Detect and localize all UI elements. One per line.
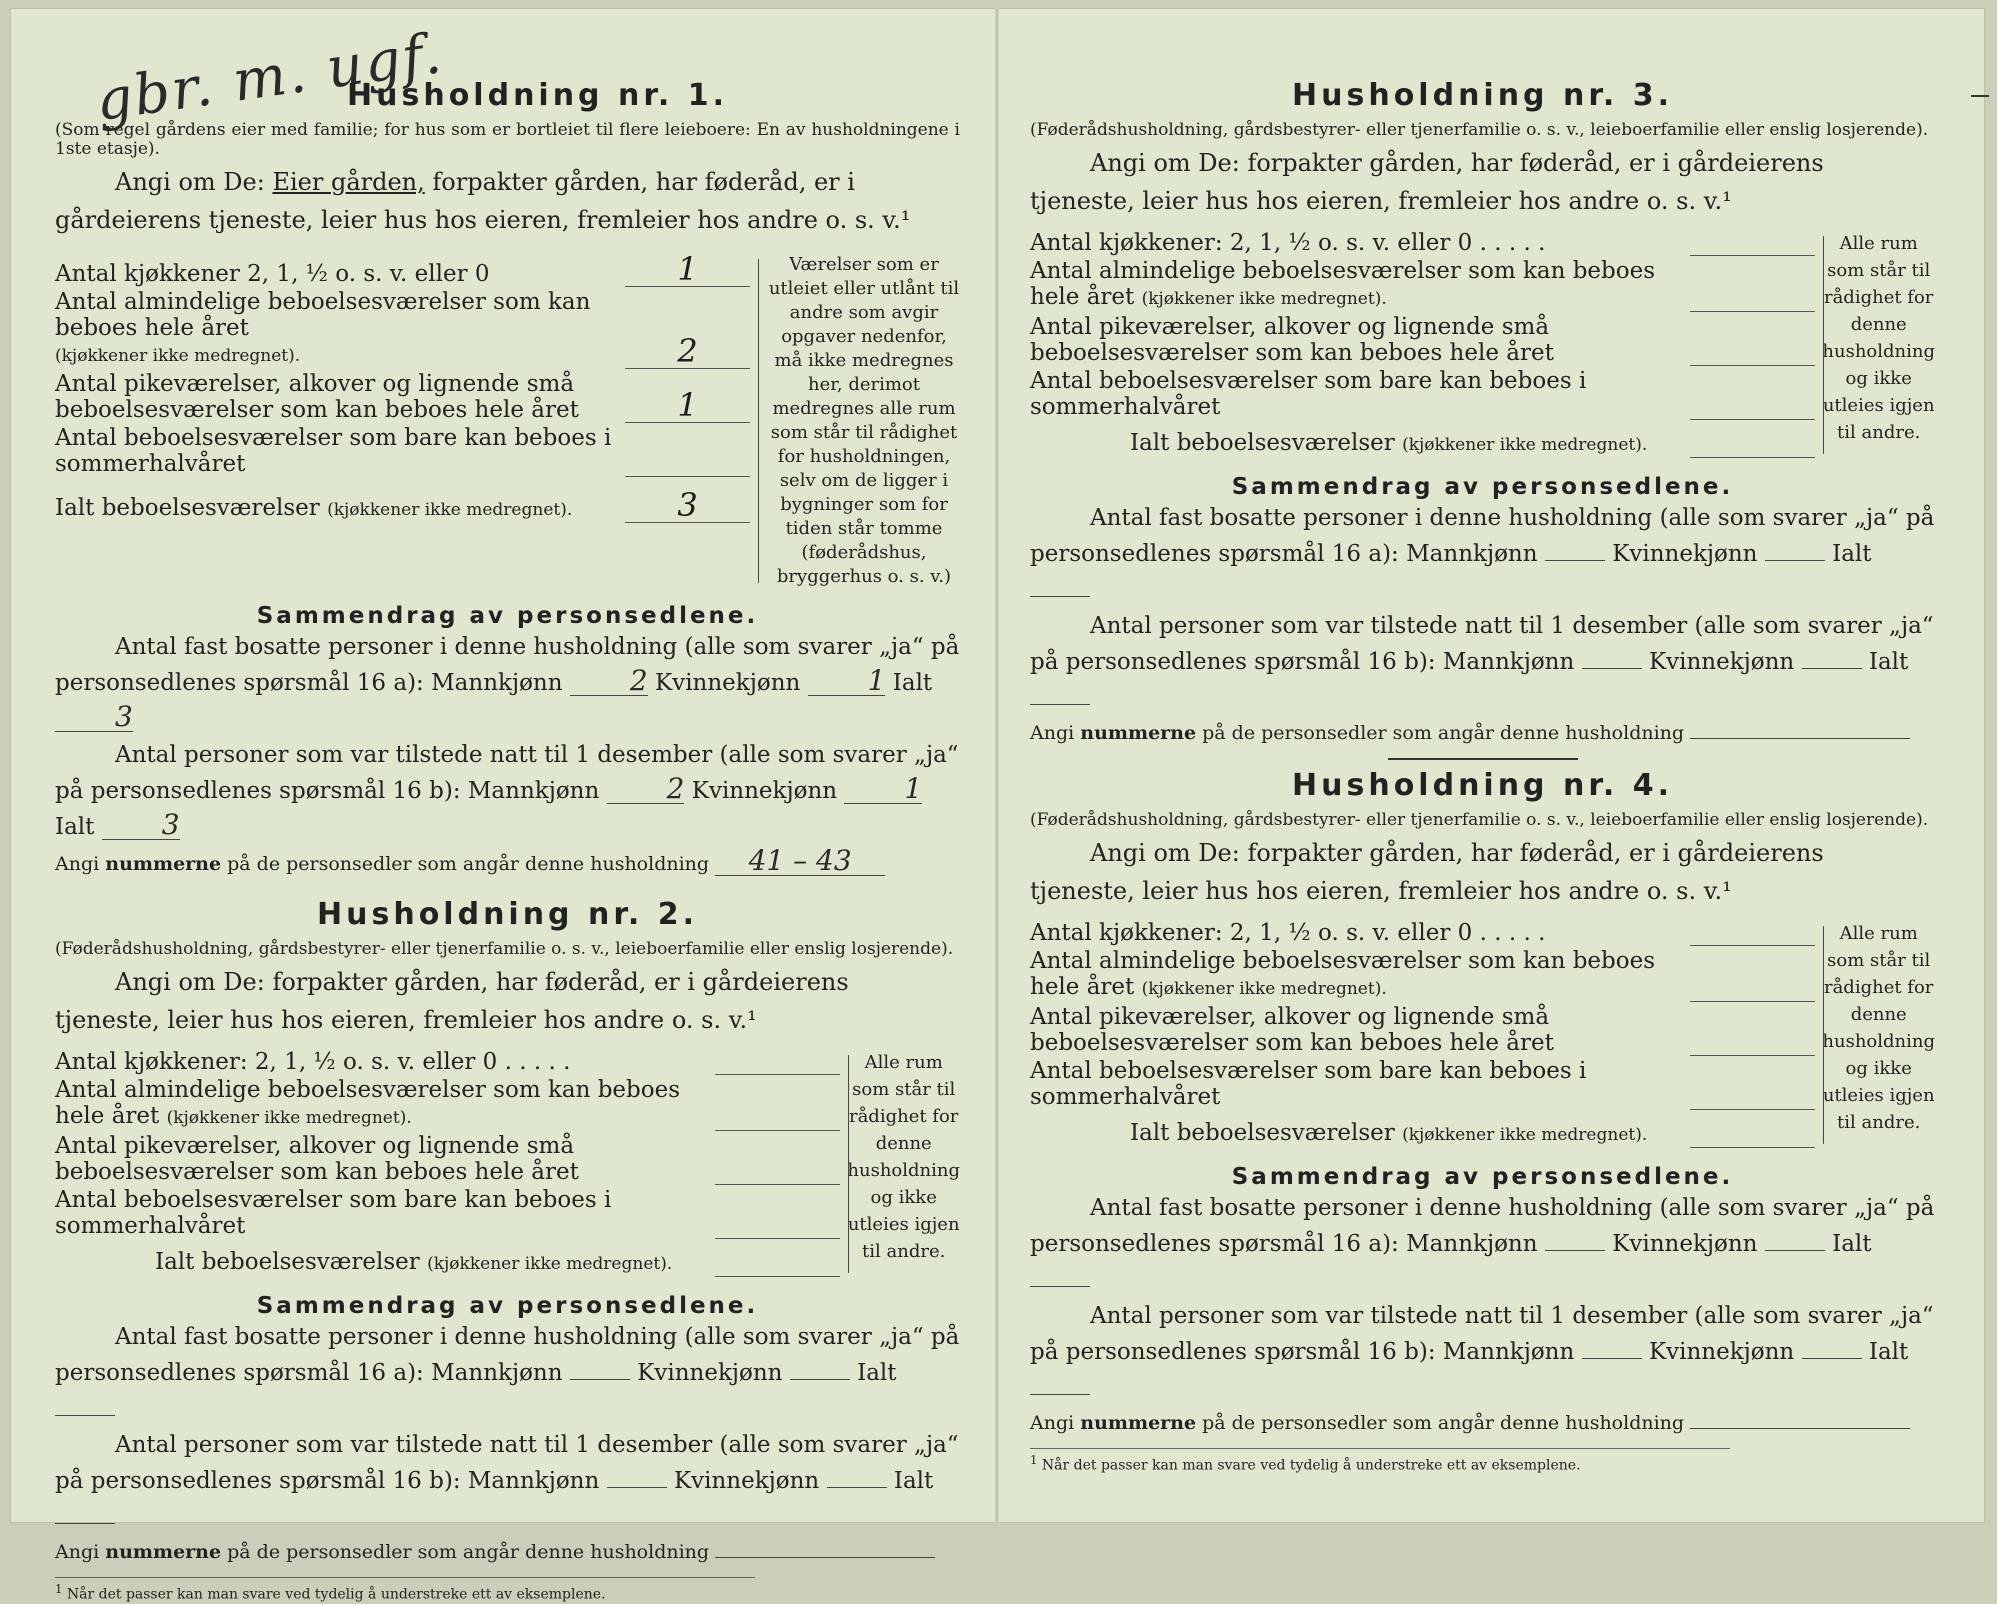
household-3-note: (Føderådshusholdning, gårdsbestyrer- eller tjenerfamilie o. s. v., leieboerfamilie eller enslig losjerende). (1030, 120, 1929, 140)
brace-icon (1815, 920, 1822, 1150)
ordinary-rooms-sub: (kjøkkener ikke medregnet). (55, 346, 301, 366)
summer-rooms-answer[interactable] (625, 443, 750, 477)
household-4-title: Husholdning nr. 4. (1292, 768, 1673, 803)
maid-rooms-row (1030, 1004, 1815, 1056)
total-label: Ialt (55, 814, 95, 840)
total-rooms-answer[interactable] (1690, 1122, 1815, 1148)
household-4 (1030, 768, 1935, 1438)
summer-rooms-answer[interactable] (715, 1213, 840, 1239)
numbers-label-bold: nummerne (105, 1541, 222, 1563)
ordinary-rooms-sub: (kjøkkener ikke medregnet). (1141, 979, 1387, 999)
ordinary-rooms-answer[interactable] (715, 1105, 840, 1131)
kitchens-row (55, 1049, 840, 1075)
summary-a-female[interactable]: 1 (808, 667, 886, 696)
numbers-label-c: på de personsedler som angår denne husholdning (227, 853, 710, 875)
household-3-title: Husholdning nr. 3. (1292, 78, 1673, 113)
footnote-text: Når det passer kan man svare ved tydelig å understreke ett av eksemplene. (1041, 1457, 1581, 1474)
female-label: Kvinnekjønn (1612, 1231, 1758, 1257)
total-rooms-answer[interactable]: 3 (625, 489, 750, 523)
angi-label: Angi om De: (115, 168, 265, 196)
margin-mark (1971, 95, 1989, 97)
total-rooms-question (1130, 1120, 1690, 1148)
numbers-answer[interactable] (1690, 738, 1910, 739)
ordinary-rooms-row (1030, 258, 1815, 312)
household-1-title: Husholdning nr. 1. (347, 78, 728, 113)
ordinary-rooms-answer[interactable] (1690, 976, 1815, 1002)
ordinary-rooms-row (55, 1077, 840, 1131)
summer-rooms-question: Antal beboelsesværelser som bare kan beboes i sommerhalvåret (55, 425, 612, 477)
maid-rooms-answer[interactable]: 1 (625, 389, 750, 423)
summary-a-total[interactable]: 3 (55, 703, 133, 732)
summary-b-female[interactable] (1802, 1358, 1862, 1359)
brace-icon (840, 1049, 847, 1279)
total-label: Ialt (1868, 649, 1909, 675)
total-rooms-row (55, 486, 750, 524)
female-label: Kvinnekjønn (1612, 541, 1758, 567)
total-rooms-label: Ialt beboelsesværelser (155, 1249, 420, 1275)
owner-option-underlined[interactable]: Eier gården, (272, 168, 425, 196)
maid-rooms-question: Antal pikeværelser, alkover og lignende små beboelsesværelser som kan beboes hele året (1030, 1004, 1554, 1056)
ordinary-rooms-label: Antal almindelige beboelsesværelser som kan beboes hele året (55, 289, 591, 341)
numbers-answer[interactable] (1690, 1428, 1910, 1429)
ordinary-rooms-sub: (kjøkkener ikke medregnet). (166, 1108, 412, 1128)
household-3-summary-b (1030, 608, 1935, 716)
household-4-summary-a (1030, 1190, 1935, 1298)
total-label: Ialt (857, 1360, 897, 1386)
kitchens-answer[interactable]: 1 (625, 253, 750, 287)
household-1-note: (Som regel gårdens eier med familie; for hus som er bortleiet til flere leieboere: En av husholdningene i 1ste etasje). (55, 120, 960, 159)
total-rooms-question (1130, 430, 1690, 458)
household-2-title: Husholdning nr. 2. (317, 897, 698, 932)
ordinary-rooms-question (55, 1077, 715, 1131)
summary-a-male[interactable] (1545, 560, 1605, 561)
summary-b-text: Antal personer som var tilstede natt til 1 desember (alle som svarer „ja“ på personsedlenes spørsmål 16 b): Mannkjønn (1030, 1303, 1934, 1365)
numbers-label-a: Angi (55, 1541, 100, 1563)
total-rooms-sub: (kjøkkener ikke medregnet). (427, 1254, 673, 1274)
household-3-status-question: Angi om De: forpakter gården, har føderåd, er i gårdeierens tjeneste, leier hus hos eieren, fremleier hos andre o. s. v.¹ (1030, 149, 1824, 215)
ordinary-rooms-row (55, 289, 750, 369)
total-label: Ialt (892, 670, 933, 696)
kitchens-question: Antal kjøkkener: 2, 1, ½ o. s. v. eller 0 . . . . . (1030, 230, 1546, 256)
numbers-label-c: på de personsedler som angår denne husholdning (227, 1541, 710, 1563)
female-label: Kvinnekjønn (655, 670, 801, 696)
numbers-label-bold: nummerne (1080, 1412, 1197, 1434)
summary-b-male[interactable] (1582, 1358, 1642, 1359)
numbers-answer[interactable] (715, 1557, 935, 1558)
room-questions (55, 1049, 840, 1279)
household-1-numbers (55, 844, 960, 879)
household-3-side-note (1815, 230, 1935, 460)
maid-rooms-answer[interactable] (1690, 1030, 1815, 1056)
ordinary-rooms-question (1030, 258, 1690, 312)
household-4-rooms (1030, 920, 1935, 1150)
ordinary-rooms-label: Antal almindelige beboelsesværelser som kan beboes hele året (1030, 948, 1656, 1000)
household-3-numbers (1030, 718, 1935, 748)
maid-rooms-answer[interactable] (715, 1159, 840, 1185)
side-note-text: Alle rum som står til rådighet for denne husholdning og ikke utleies igjen til andre. (1822, 923, 1936, 1133)
numbers-label-a: Angi (55, 853, 100, 875)
status-options: forpakter gården, har føderåd, er i gårdeierens tjeneste, leier hus hos eieren, fremleier hos andre o. s. v.¹ (55, 168, 911, 234)
household-2-summary-a (55, 1319, 960, 1427)
total-rooms-sub: (kjøkkener ikke medregnet). (1402, 435, 1648, 455)
household-3-summary-a (1030, 500, 1935, 608)
side-note-text: Alle rum som står til rådighet for denne husholdning og ikke utleies igjen til andre. (1822, 233, 1936, 443)
kitchens-row (1030, 920, 1815, 946)
household-3-rooms (1030, 230, 1935, 460)
room-questions (55, 250, 750, 589)
female-label: Kvinnekjønn (637, 1360, 783, 1386)
summary-b-total[interactable]: 3 (102, 811, 180, 840)
total-rooms-label: Ialt beboelsesværelser (1130, 1120, 1395, 1146)
female-label: Kvinnekjønn (673, 1468, 820, 1494)
summary-b-total[interactable] (1030, 704, 1090, 705)
summary-a-total[interactable] (1030, 596, 1090, 597)
summary-b-female[interactable] (827, 1487, 887, 1488)
summary-b-female[interactable]: 1 (844, 775, 922, 804)
total-rooms-row (1030, 430, 1815, 458)
ordinary-rooms-label: Antal almindelige beboelsesværelser som kan beboes hele året (55, 1077, 681, 1129)
summary-b-text: Antal personer som var tilstede natt til 1 desember (alle som svarer „ja“ på personsedlenes spørsmål 16 b): Mannkjønn (55, 742, 959, 804)
summary-a-text: Antal fast bosatte personer i denne husholdning (alle som svarer „ja“ på personsedlenes spørsmål 16 a): Mannkjønn (55, 1324, 960, 1386)
household-2-status-question: Angi om De: forpakter gården, har føderåd, er i gårdeierens tjeneste, leier hus hos eieren, fremleier hos andre o. s. v.¹ (55, 968, 849, 1034)
page-fold (995, 8, 999, 1523)
total-rooms-label: Ialt beboelsesværelser (55, 495, 320, 521)
kitchens-row (1030, 230, 1815, 256)
ordinary-rooms-sub: (kjøkkener ikke medregnet). (1141, 289, 1387, 309)
summary-a-text: Antal fast bosatte personer i denne husholdning (alle som svarer „ja“ på personsedlenes spørsmål 16 a): Mannkjønn (1030, 1195, 1935, 1257)
household-1-summary-title: Sammendrag av personsedlene. (256, 603, 759, 629)
total-rooms-row (1030, 1120, 1815, 1148)
summary-a-male[interactable]: 2 (570, 667, 648, 696)
side-note-text: Værelser som er utleiet eller utlånt til andre som avgir opgaver nedenfor, må ikke medregnes her, derimot medregnes alle rum som står til rådighet for husholdningen, selv om de ligger i bygninger som for tiden står tomme (føderådshus, bryggerhus o. s. v.) (768, 254, 960, 587)
total-label: Ialt (1832, 541, 1872, 567)
numbers-label-c: på de personsedler som angår denne husholdning (1202, 1412, 1685, 1434)
summer-rooms-row (55, 425, 750, 477)
section-divider (1388, 758, 1578, 760)
summer-rooms-question: Antal beboelsesværelser som bare kan beboes i sommerhalvåret (1030, 1058, 1587, 1110)
maid-rooms-question: Antal pikeværelser, alkover og lignende små beboelsesværelser som kan beboes hele året (55, 1133, 579, 1185)
total-rooms-sub: (kjøkkener ikke medregnet). (1402, 1125, 1648, 1145)
household-2 (55, 897, 960, 1567)
household-2-rooms (55, 1049, 960, 1279)
summary-a-total[interactable] (55, 1415, 115, 1416)
maid-rooms-row (55, 371, 750, 423)
summary-b-male[interactable] (1582, 668, 1642, 669)
household-2-note: (Føderådshusholdning, gårdsbestyrer- eller tjenerfamilie o. s. v., leieboerfamilie eller enslig losjerende). (55, 939, 954, 959)
summer-rooms-answer[interactable] (1690, 1084, 1815, 1110)
footnote: $^1$ Når det passer kan man svare ved tydelig å understreke ett av eksemplene. (55, 1577, 755, 1604)
numbers-label-bold: nummerne (1080, 722, 1197, 744)
summary-a-male[interactable] (1545, 1250, 1605, 1251)
household-2-numbers (55, 1537, 960, 1567)
household-4-summary-title: Sammendrag av personsedlene. (1231, 1164, 1734, 1190)
room-questions (1030, 230, 1815, 460)
household-2-summary-title: Sammendrag av personsedlene. (256, 1293, 759, 1319)
summary-b-female[interactable] (1802, 668, 1862, 669)
kitchens-question: Antal kjøkkener: 2, 1, ½ o. s. v. eller 0 . . . . . (1030, 920, 1546, 946)
maid-rooms-question: Antal pikeværelser, alkover og lignende små beboelsesværelser som kan beboes hele året (1030, 314, 1554, 366)
brace-icon (750, 253, 768, 589)
summer-rooms-row (1030, 1058, 1815, 1110)
household-2-side-note (840, 1049, 960, 1279)
female-label: Kvinnekjønn (691, 778, 838, 804)
numbers-label-bold: nummerne (105, 853, 222, 875)
ordinary-rooms-label: Antal almindelige beboelsesværelser som kan beboes hele året (1030, 258, 1656, 310)
summary-b-total[interactable] (1030, 1394, 1090, 1395)
ordinary-rooms-row (1030, 948, 1815, 1002)
household-4-numbers (1030, 1408, 1935, 1438)
total-label: Ialt (1868, 1339, 1909, 1365)
ordinary-rooms-answer[interactable]: 2 (625, 335, 750, 369)
handwritten-annotation: gbr. m. ugf. (92, 21, 447, 134)
ordinary-rooms-question (1030, 948, 1690, 1002)
summary-b-text: Antal personer som var tilstede natt til 1 desember (alle som svarer „ja“ på personsedlenes spørsmål 16 b): Mannkjønn (55, 1432, 959, 1494)
total-rooms-answer[interactable] (1690, 432, 1815, 458)
summary-a-text: Antal fast bosatte personer i denne husholdning (alle som svarer „ja“ på personsedlenes spørsmål 16 a): Mannkjønn (55, 634, 960, 696)
household-1 (55, 78, 960, 879)
footnote: $^1$ Når det passer kan man svare ved tydelig å understreke ett av eksemplene. (1030, 1448, 1730, 1475)
household-4-status-question: Angi om De: forpakter gården, har føderåd, er i gårdeierens tjeneste, leier hus hos eieren, fremleier hos andre o. s. v.¹ (1030, 839, 1824, 905)
summary-a-total[interactable] (1030, 1286, 1090, 1287)
household-1-summary-b (55, 737, 960, 845)
summer-rooms-row (1030, 368, 1815, 420)
summary-b-total[interactable] (55, 1523, 115, 1524)
female-label: Kvinnekjønn (1648, 649, 1795, 675)
total-rooms-label: Ialt beboelsesværelser (1130, 430, 1395, 456)
total-label: Ialt (1832, 1231, 1872, 1257)
household-4-summary-b (1030, 1298, 1935, 1406)
kitchens-question: Antal kjøkkener 2, 1, ½ o. s. v. eller 0 (55, 261, 490, 287)
total-rooms-question (55, 495, 625, 523)
summer-rooms-answer[interactable] (1690, 394, 1815, 420)
summary-a-male[interactable] (570, 1379, 630, 1380)
kitchens-row (55, 250, 750, 288)
household-1-status-question (55, 163, 960, 239)
numbers-label-a: Angi (1030, 1412, 1075, 1434)
household-3 (1030, 78, 1935, 748)
total-rooms-sub: (kjøkkener ikke medregnet). (327, 500, 573, 520)
household-3-summary-title: Sammendrag av personsedlene. (1231, 474, 1734, 500)
numbers-label-a: Angi (1030, 722, 1075, 744)
maid-rooms-row (1030, 314, 1815, 366)
left-page (55, 0, 961, 1603)
ordinary-rooms-answer[interactable] (1690, 286, 1815, 312)
kitchens-answer[interactable] (1690, 920, 1815, 946)
summary-b-text: Antal personer som var tilstede natt til 1 desember (alle som svarer „ja“ på personsedlenes spørsmål 16 b): Mannkjønn (1030, 613, 1934, 675)
total-label: Ialt (893, 1468, 934, 1494)
household-1-side-note (750, 253, 960, 589)
maid-rooms-question: Antal pikeværelser, alkover og lignende små beboelsesværelser som kan beboes hele året (55, 371, 579, 423)
household-2-summary-b (55, 1427, 960, 1535)
summary-b-male[interactable]: 2 (607, 775, 685, 804)
summary-a-female[interactable] (1765, 560, 1825, 561)
female-label: Kvinnekjønn (1648, 1339, 1795, 1365)
right-page (1030, 0, 1935, 1515)
household-1-rooms (55, 250, 960, 589)
kitchens-answer[interactable] (1690, 230, 1815, 256)
side-note-text: Alle rum som står til rådighet for denne husholdning og ikke utleies igjen til andre. (847, 1052, 961, 1262)
kitchens-answer[interactable] (715, 1049, 840, 1075)
total-rooms-answer[interactable] (715, 1251, 840, 1277)
summary-a-text: Antal fast bosatte personer i denne husholdning (alle som svarer „ja“ på personsedlenes spørsmål 16 a): Mannkjønn (1030, 505, 1935, 567)
summer-rooms-question: Antal beboelsesværelser som bare kan beboes i sommerhalvåret (55, 1187, 612, 1239)
summer-rooms-question: Antal beboelsesværelser som bare kan beboes i sommerhalvåret (1030, 368, 1587, 420)
kitchens-question: Antal kjøkkener: 2, 1, ½ o. s. v. eller 0 . . . . . (55, 1049, 571, 1075)
maid-rooms-row (55, 1133, 840, 1185)
household-1-summary-a (55, 629, 960, 737)
maid-rooms-answer[interactable] (1690, 340, 1815, 366)
household-4-note: (Føderådshusholdning, gårdsbestyrer- eller tjenerfamilie o. s. v., leieboerfamilie eller enslig losjerende). (1030, 810, 1929, 830)
room-questions (1030, 920, 1815, 1150)
summary-a-female[interactable] (1765, 1250, 1825, 1251)
ordinary-rooms-question (55, 289, 625, 369)
summary-a-female[interactable] (790, 1379, 850, 1380)
numbers-label-c: på de personsedler som angår denne husholdning (1202, 722, 1685, 744)
summer-rooms-row (55, 1187, 840, 1239)
footnote-text: Når det passer kan man svare ved tydelig å understreke ett av eksemplene. (66, 1586, 606, 1603)
total-rooms-row (55, 1249, 840, 1277)
brace-icon (1815, 230, 1822, 460)
total-rooms-question (155, 1249, 715, 1277)
summary-b-male[interactable] (607, 1487, 667, 1488)
numbers-answer[interactable]: 41 – 43 (715, 847, 885, 876)
household-4-side-note (1815, 920, 1935, 1150)
